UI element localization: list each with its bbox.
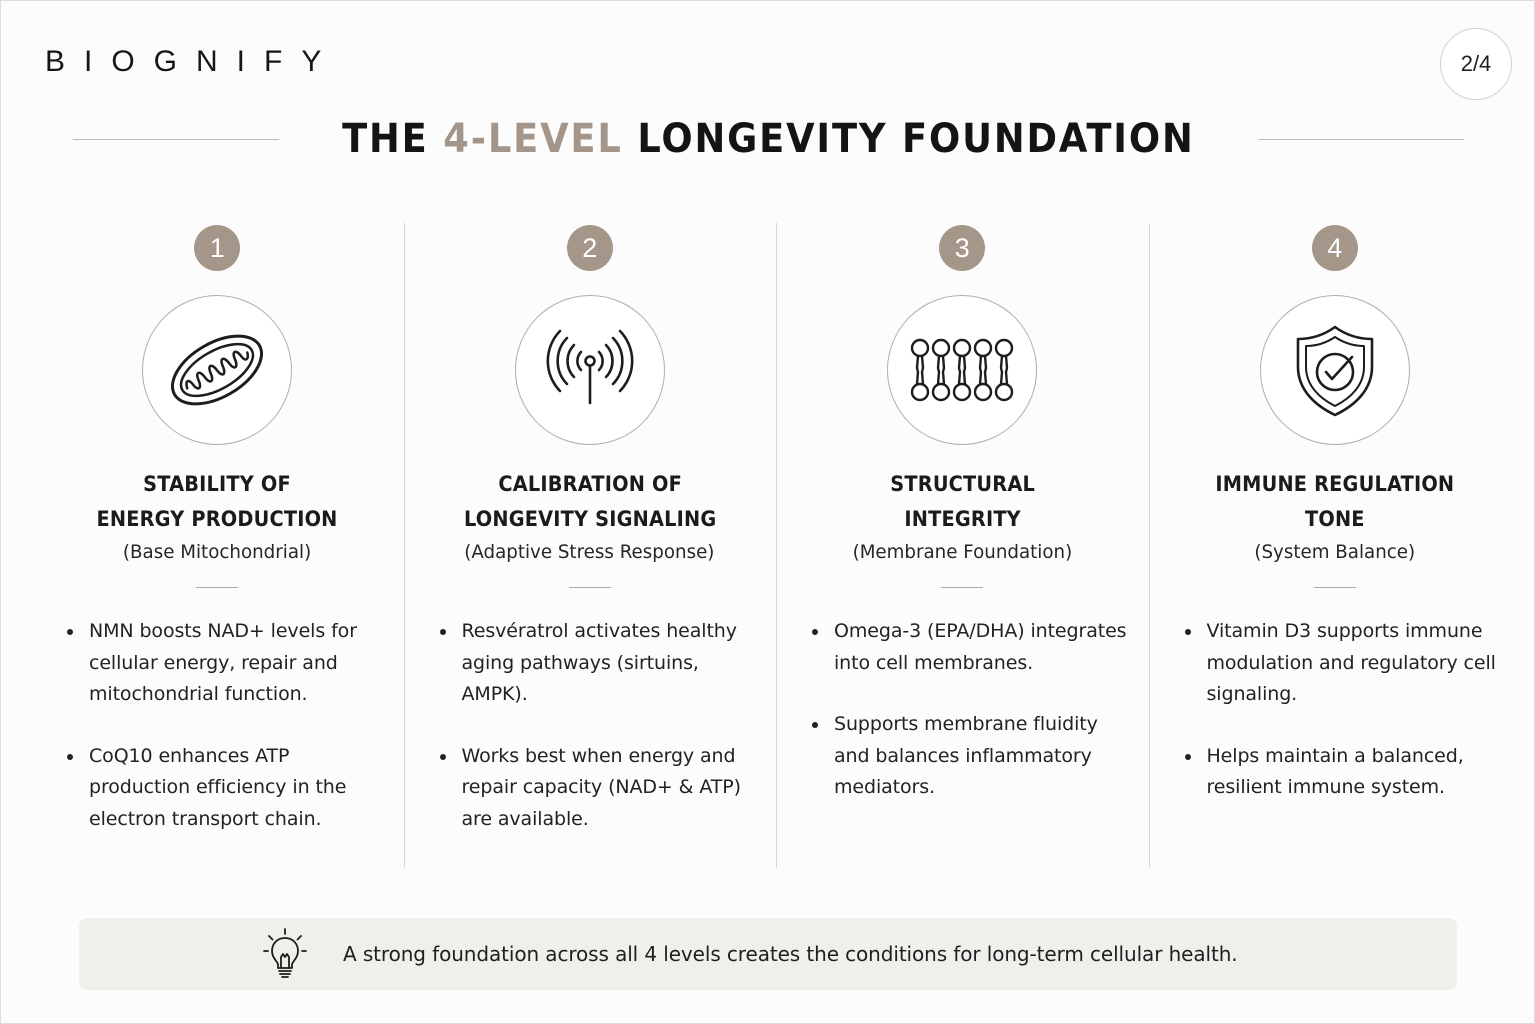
level-subtitle: (Adaptive Stress Response) (464, 541, 715, 563)
list-item: Omega-3 (EPA/DHA) integrates into cell membranes. (834, 616, 1139, 679)
page-title (318, 116, 1218, 162)
level-bullet-list (31, 616, 404, 865)
level-column-2 (404, 223, 777, 868)
level-title-line: TONE (1304, 507, 1365, 531)
list-item: NMN boosts NAD+ levels for cellular energy, repair and mitochondrial function. (89, 616, 394, 711)
list-item: Resvératrol activates healthy aging pathways (sirtuins, AMPK). (462, 616, 767, 711)
level-icon-frame (515, 295, 665, 445)
levels-grid (31, 223, 1521, 868)
level-title (890, 467, 1035, 537)
shield-check-icon (1280, 315, 1390, 425)
title-row (73, 109, 1464, 169)
title-rule-right (1258, 139, 1464, 140)
level-title (1215, 467, 1454, 537)
level-column-1 (31, 223, 404, 868)
level-divider (196, 587, 238, 588)
level-title-line: ENERGY PRODUCTION (96, 507, 338, 531)
level-number-badge: 1 (194, 225, 240, 271)
level-title (97, 467, 338, 537)
level-subtitle: (Base Mitochondrial) (123, 541, 312, 563)
level-divider (569, 587, 611, 588)
signal-broadcast-icon (535, 315, 645, 425)
footer-text: A strong foundation across all 4 levels creates the conditions for long-term cellular health. (343, 942, 1238, 966)
level-icon-frame (887, 295, 1037, 445)
level-title-line: IMMUNE REGULATION (1215, 472, 1455, 496)
title-suffix: LONGEVITY FOUNDATION (622, 116, 1195, 162)
level-subtitle: (Membrane Foundation) (852, 541, 1073, 563)
level-title (464, 467, 716, 537)
level-title-line: LONGEVITY SIGNALING (463, 507, 716, 531)
footer-callout (79, 918, 1457, 990)
list-item: CoQ10 enhances ATP production efficiency in the electron transport chain. (89, 741, 394, 836)
level-number-badge: 2 (567, 225, 613, 271)
lightbulb-icon (263, 927, 307, 981)
level-title-line: STABILITY OF (143, 472, 292, 496)
level-title-line: INTEGRITY (903, 507, 1021, 531)
list-item: Supports membrane fluidity and balances inflammatory mediators. (834, 709, 1139, 804)
level-bullet-list (1149, 616, 1522, 834)
level-column-4 (1149, 223, 1522, 868)
title-rule-left (73, 139, 279, 140)
title-accent: 4-LEVEL (443, 116, 623, 162)
level-divider (1314, 587, 1356, 588)
level-divider (941, 587, 983, 588)
level-title-line: CALIBRATION OF (497, 472, 682, 496)
level-title-line: STRUCTURAL (889, 472, 1035, 496)
mitochondria-icon (162, 315, 272, 425)
list-item: Helps maintain a balanced, resilient immune system. (1207, 741, 1512, 804)
list-item: Vitamin D3 supports immune modulation and regulatory cell signaling. (1207, 616, 1512, 711)
page-indicator: 2/4 (1440, 28, 1512, 100)
title-prefix: THE (342, 116, 444, 162)
level-icon-frame (1260, 295, 1410, 445)
level-column-3 (776, 223, 1149, 868)
level-number-badge: 3 (939, 225, 985, 271)
level-subtitle: (System Balance) (1254, 541, 1416, 563)
level-icon-frame (142, 295, 292, 445)
level-bullet-list (404, 616, 777, 865)
level-bullet-list (776, 616, 1149, 834)
list-item: Works best when energy and repair capacity (NAD+ & ATP) are available. (462, 741, 767, 836)
level-number-badge: 4 (1312, 225, 1358, 271)
brand-logo: BIOGNIFY (45, 45, 341, 78)
lipid-bilayer-icon (906, 314, 1018, 426)
